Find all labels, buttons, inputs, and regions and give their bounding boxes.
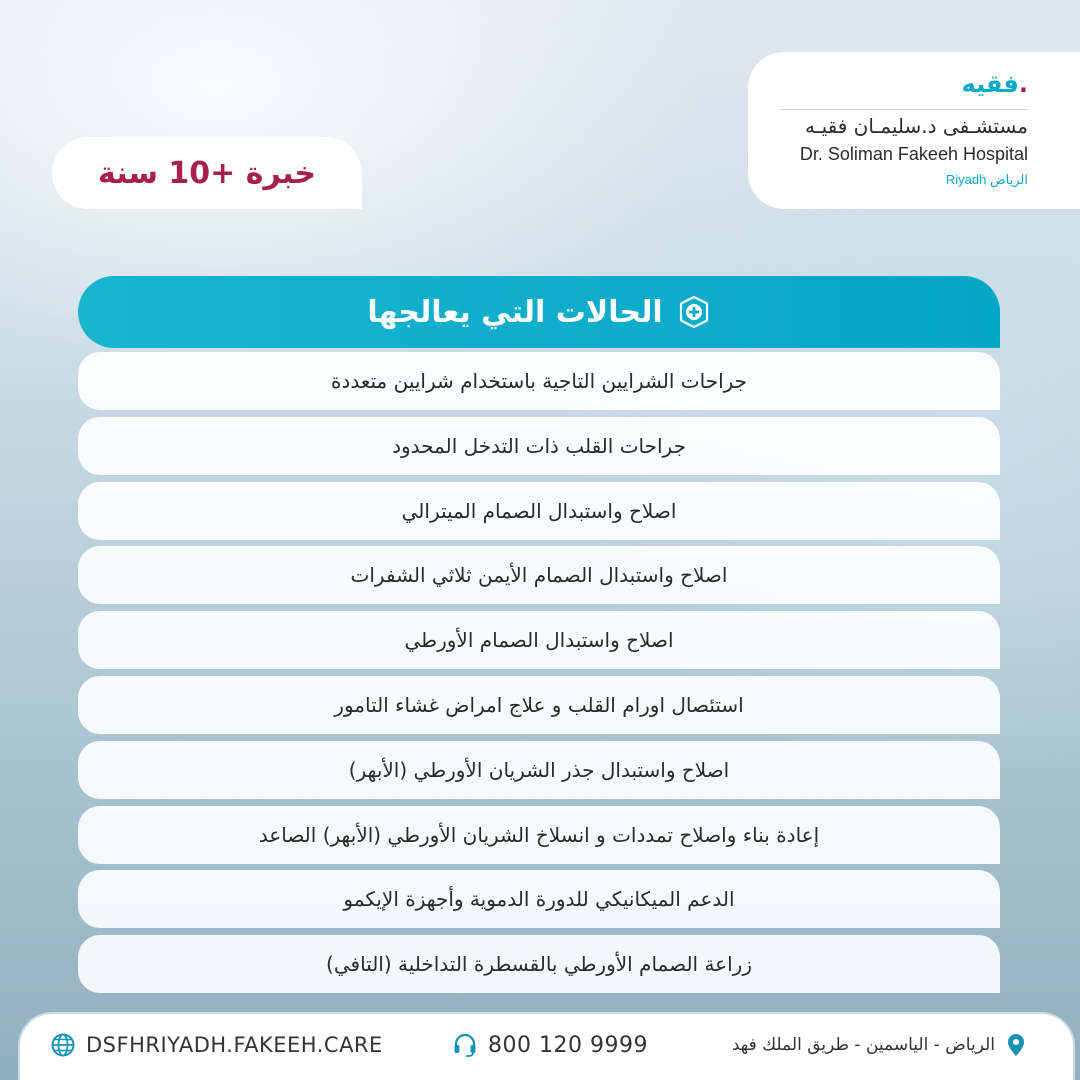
list-item: جراحات الشرايين التاجية باستخدام شرايين متعددة bbox=[78, 352, 1000, 410]
experience-badge bbox=[52, 137, 362, 209]
section-title: الحالات التي يعالجها bbox=[367, 294, 663, 330]
list-item: اصلاح واستبدال جذر الشريان الأورطي (الأبهر) bbox=[78, 741, 1000, 799]
location-pin-icon bbox=[1003, 1032, 1029, 1058]
logo-divider bbox=[780, 109, 1028, 110]
section-header bbox=[78, 276, 1000, 348]
conditions-list bbox=[78, 352, 1000, 1000]
hospital-city: Riyadh الرياض bbox=[945, 172, 1028, 187]
list-item: الدعم الميكانيكي للدورة الدموية وأجهزة الإيكمو bbox=[78, 870, 1000, 928]
hospital-logo-card bbox=[748, 52, 1080, 209]
footer-bar bbox=[18, 1012, 1075, 1080]
footer-address[interactable] bbox=[732, 1032, 1029, 1058]
list-item: اصلاح واستبدال الصمام الميترالي bbox=[78, 482, 1000, 540]
shield-plus-icon bbox=[677, 295, 711, 329]
headset-icon bbox=[452, 1032, 478, 1058]
hospital-name-en: Dr. Soliman Fakeeh Hospital bbox=[799, 144, 1028, 164]
list-item: استئصال اورام القلب و علاج امراض غشاء التامور bbox=[78, 676, 1000, 734]
footer-website[interactable] bbox=[50, 1032, 383, 1058]
brand-logo-dot: . bbox=[1018, 70, 1028, 98]
list-item: اصلاح واستبدال الصمام الأورطي bbox=[78, 611, 1000, 669]
website-text: DSFHRIYADH.FAKEEH.CARE bbox=[86, 1033, 383, 1057]
brand-logo-text: فقيه bbox=[961, 70, 1019, 98]
experience-label: خبرة +10 سنة bbox=[98, 155, 316, 191]
footer-phone[interactable] bbox=[452, 1032, 648, 1058]
list-item: زراعة الصمام الأورطي بالقسطرة التداخلية (التافي) bbox=[78, 935, 1000, 993]
address-text: الرياض - الياسمين - طريق الملك فهد bbox=[731, 1035, 995, 1055]
list-item: اصلاح واستبدال الصمام الأيمن ثلاثي الشفرات bbox=[78, 546, 1000, 604]
list-item: إعادة بناء واصلاح تمددات و انسلاخ الشريان الأورطي (الأبهر) الصاعد bbox=[78, 806, 1000, 864]
phone-text: 800 120 9999 bbox=[488, 1032, 648, 1058]
list-item: جراحات القلب ذات التدخل المحدود bbox=[78, 417, 1000, 475]
globe-icon bbox=[50, 1032, 76, 1058]
brand-logo bbox=[962, 70, 1028, 98]
hospital-name-ar: مستشـفى د.سليمـان فقيـه bbox=[805, 114, 1028, 138]
